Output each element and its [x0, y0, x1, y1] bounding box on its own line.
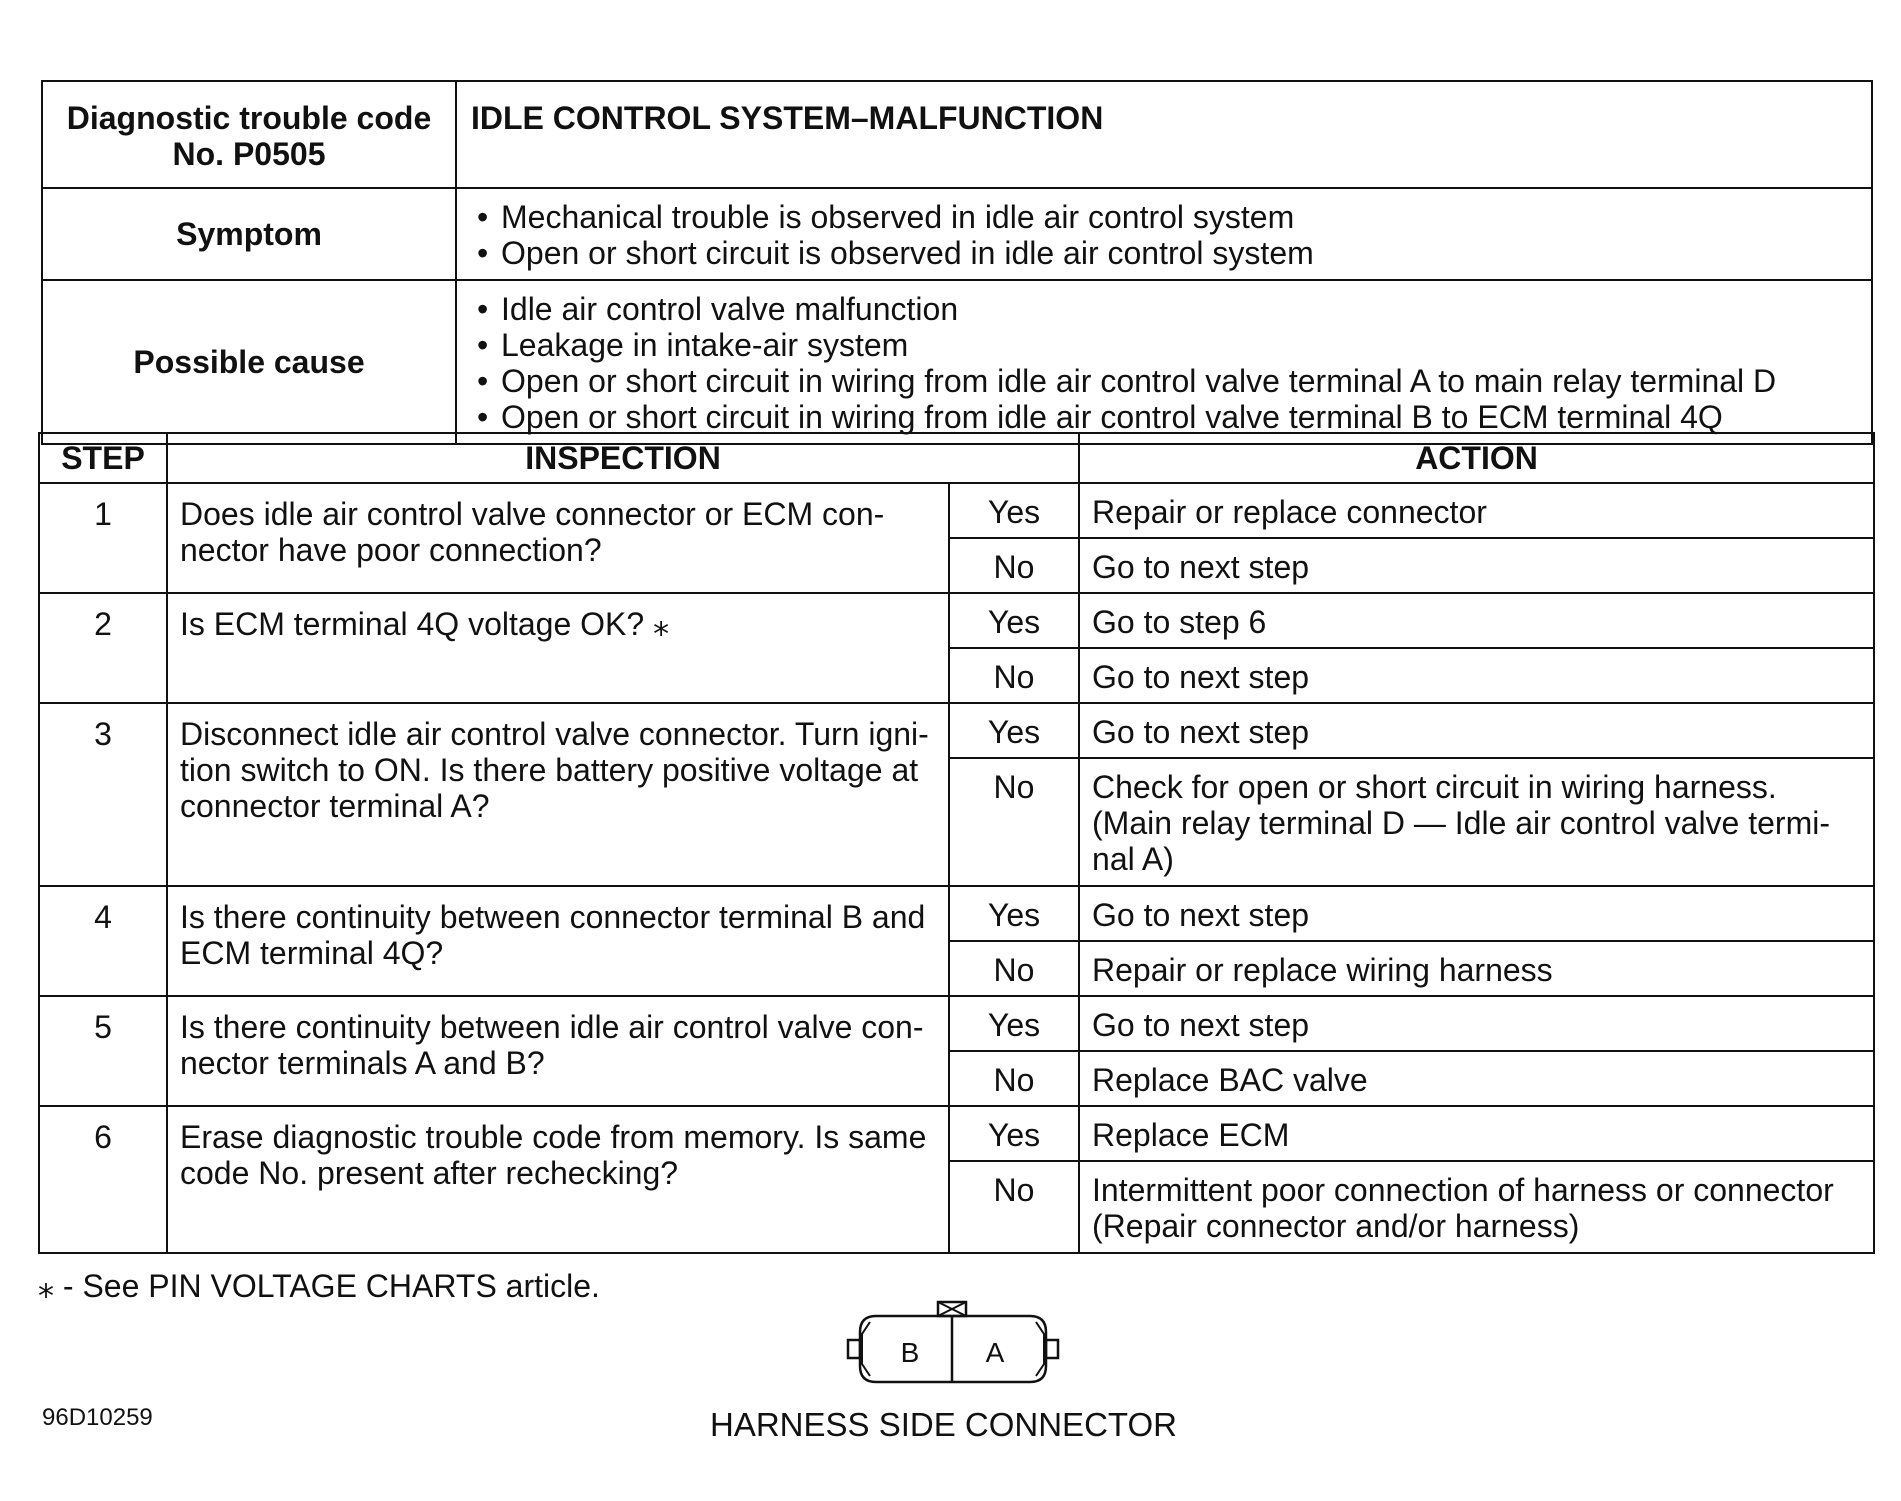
table-header-row — [39, 433, 1874, 483]
yes-action: Go to next step — [1079, 703, 1874, 758]
yes-label: Yes — [949, 996, 1079, 1051]
terminal-b-label: B — [900, 1337, 920, 1368]
figure-code: 96D10259 — [42, 1404, 153, 1431]
column-header-step: STEP — [39, 433, 167, 483]
yes-action: Go to next step — [1079, 886, 1874, 941]
connector-body-inner-left — [862, 1322, 870, 1376]
yes-label: Yes — [949, 703, 1079, 758]
symptom-row — [42, 188, 1872, 280]
table-row — [39, 483, 1874, 538]
symptom-item: • Mechanical trouble is observed in idle air control system — [471, 199, 1857, 235]
no-label: No — [949, 941, 1079, 996]
inspection-table — [38, 432, 1875, 1254]
inspection-text: Does idle air control valve connector or ECM con-nector have poor connection? — [167, 483, 949, 593]
table-row — [39, 593, 1874, 648]
no-action: Repair or replace wiring harness — [1079, 941, 1874, 996]
harness-connector-diagram — [840, 1298, 1080, 1398]
step-number: 3 — [39, 703, 167, 886]
connector-body-inner-right — [1036, 1322, 1044, 1376]
inspection-text: Is there continuity between idle air control valve con-nector terminals A and B? — [167, 996, 949, 1106]
dtc-row — [42, 81, 1872, 188]
table-row — [39, 996, 1874, 1051]
yes-action: Repair or replace connector — [1079, 483, 1874, 538]
step-number: 2 — [39, 593, 167, 703]
yes-label: Yes — [949, 483, 1079, 538]
no-label: No — [949, 1051, 1079, 1106]
symptom-label: Symptom — [42, 188, 456, 280]
table-row — [39, 1106, 1874, 1161]
yes-label: Yes — [949, 1106, 1079, 1161]
yes-label: Yes — [949, 593, 1079, 648]
table-row — [39, 703, 1874, 758]
symptom-item: • Open or short circuit is observed in idle air control system — [471, 235, 1857, 271]
right-tab-icon — [1046, 1340, 1058, 1358]
footnote: ⁎ - See PIN VOLTAGE CHARTS article. — [38, 1268, 600, 1304]
no-action: Intermittent poor connection of harness or connector (Repair connector and/or harness) — [1079, 1161, 1874, 1253]
no-label: No — [949, 1161, 1079, 1253]
step-number: 5 — [39, 996, 167, 1106]
inspection-text: Is there continuity between connector terminal B and ECM terminal 4Q? — [167, 886, 949, 996]
symptom-list — [471, 199, 1857, 271]
no-label: No — [949, 758, 1079, 886]
cause-row — [42, 280, 1872, 444]
cause-list — [471, 291, 1857, 435]
no-action: Go to next step — [1079, 538, 1874, 593]
cause-label: Possible cause — [42, 280, 456, 444]
yes-label: Yes — [949, 886, 1079, 941]
connector-caption: HARNESS SIDE CONNECTOR — [710, 1406, 1177, 1443]
yes-action: Go to next step — [1079, 996, 1874, 1051]
cause-item: • Leakage in intake-air system — [471, 327, 1857, 363]
inspection-text: Disconnect idle air control valve connector. Turn igni-tion switch to ON. Is there battery positive voltage at connector terminal A? — [167, 703, 949, 886]
no-action: Go to next step — [1079, 648, 1874, 703]
inspection-text: Erase diagnostic trouble code from memory. Is same code No. present after rechecking? — [167, 1106, 949, 1253]
dtc-title: IDLE CONTROL SYSTEM–MALFUNCTION — [456, 81, 1872, 188]
step-number: 1 — [39, 483, 167, 593]
yes-action: Replace ECM — [1079, 1106, 1874, 1161]
no-action: Check for open or short circuit in wiring harness. (Main relay terminal D — Idle air control valve termi-nal A) — [1079, 758, 1874, 886]
inspection-text: Is ECM terminal 4Q voltage OK? ⁎ — [167, 593, 949, 703]
table-row — [39, 886, 1874, 941]
column-header-inspection: INSPECTION — [167, 433, 1079, 483]
no-label: No — [949, 648, 1079, 703]
step-number: 6 — [39, 1106, 167, 1253]
cause-item: • Open or short circuit in wiring from idle air control valve terminal B to ECM terminal 4Q — [471, 399, 1857, 435]
cause-item: • Idle air control valve malfunction — [471, 291, 1857, 327]
left-tab-icon — [848, 1340, 860, 1358]
dtc-header-table — [41, 80, 1873, 445]
step-number: 4 — [39, 886, 167, 996]
no-action: Replace BAC valve — [1079, 1051, 1874, 1106]
no-label: No — [949, 538, 1079, 593]
cause-list-cell — [456, 280, 1872, 444]
yes-action: Go to step 6 — [1079, 593, 1874, 648]
symptom-list-cell — [456, 188, 1872, 280]
dtc-label: Diagnostic trouble code No. P0505 — [42, 81, 456, 188]
terminal-a-label: A — [985, 1337, 1005, 1368]
column-header-action: ACTION — [1079, 433, 1874, 483]
cause-item: • Open or short circuit in wiring from idle air control valve terminal A to main relay terminal D — [471, 363, 1857, 399]
